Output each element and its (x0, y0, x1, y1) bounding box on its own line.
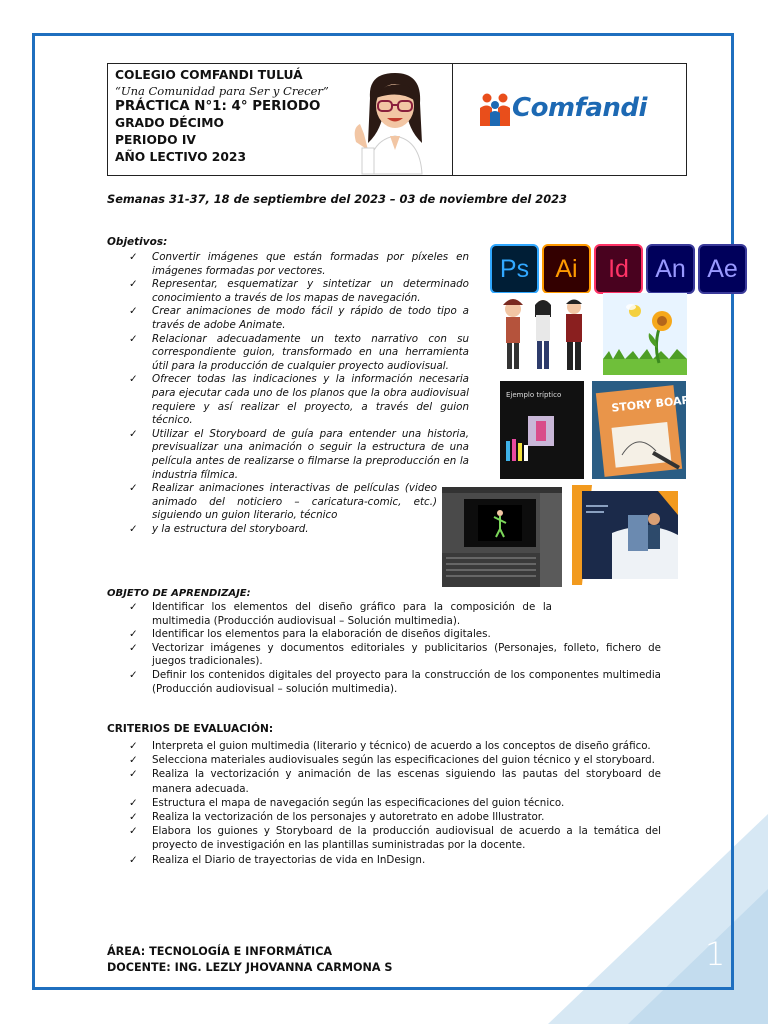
list-item: ✓ Definir los contenidos digitales del proyecto para la construcción de los componentes multimedia (Producción audiovisual – solución multimedia). (129, 668, 661, 695)
check-icon: ✓ (129, 251, 138, 263)
check-icon: ✓ (129, 522, 138, 535)
year-label: AÑO LECTIVO 2023 (115, 150, 247, 164)
list-item: ✓ Utilizar el Storyboard de guía para entender una historia, previsualizar una animación o seguir la estructura de una película antes de realizarse o filmarse la preproducción en la industria fílmica. (129, 427, 469, 481)
teacher-avatar-illustration (348, 68, 443, 174)
objectives-list (107, 251, 469, 536)
header-text (115, 67, 355, 166)
triptych-example-image (500, 381, 584, 479)
teacher-label: DOCENTE: ING. LEZLY JHOVANNA CARMONA S (107, 961, 393, 974)
list-item: ✓ Relacionar adecuadamente un texto narrativo con su correspondiente guion, transformado en una herramienta útil para la producción de cualquier proyecto audiovisual. (129, 332, 469, 372)
area-label: ÁREA: TECNOLOGÍA E INFORMÁTICA (107, 945, 333, 958)
list-item: ✓ Elabora los guiones y Storyboard de la producción audiovisual de acuerdo a la temática del proyecto de investigación en las plantillas suministradas por la docente. (129, 825, 661, 852)
list-item: ✓ Identificar los elementos del diseño gráfico para la composición de la multimedia (Producción audiovisual – Solución multimedia). (129, 601, 552, 627)
check-icon: ✓ (129, 853, 138, 866)
storyboard-title: STORY BOARD (610, 392, 700, 415)
school-slogan: “Una Comunidad para Ser y Crecer” (115, 84, 329, 98)
brochure-title: Ejemplo tríptico (506, 391, 562, 399)
check-icon: ✓ (129, 740, 138, 752)
list-item: ✓ Interpreta el guion multimedia (literario y técnico) de acuerdo a los conceptos de diseño gráfico. (129, 740, 651, 752)
objectives-title: Objetivos: (107, 236, 168, 248)
list-item: ✓ Realizar animaciones interactivas de películas (video animado del noticiero – caricatura-comic, etc.) siguiendo un guion literario, técnico (129, 482, 437, 522)
learning-object-title: OBJETO DE APRENDIZAJE: (107, 588, 251, 599)
after-effects-icon: Ae (698, 244, 747, 294)
comfandi-wordmark: Comfandi (512, 93, 647, 123)
header-divider (452, 64, 453, 175)
footer (107, 944, 392, 976)
criteria-list (107, 739, 661, 867)
list-item: ✓ Ofrecer todas las indicaciones y la información necesaria para ejecutar cada uno de los planos que la obra audiovisual requiere y así realizar el proyecto, a través del guion técnico. (129, 373, 469, 427)
list-item: ✓ Selecciona materiales audiovisuales según las especificaciones del guion técnico y el storyboard. (129, 754, 655, 767)
check-icon: ✓ (129, 825, 138, 838)
list-item: ✓ y la estructura del storyboard. (129, 522, 309, 535)
check-icon: ✓ (129, 601, 138, 613)
list-item: ✓ Realiza el Diario de trayectorias de vida en InDesign. (129, 853, 426, 866)
comfandi-logo (478, 90, 647, 126)
check-icon: ✓ (129, 628, 138, 641)
check-icon: ✓ (129, 768, 138, 781)
check-icon: ✓ (129, 754, 138, 767)
check-icon: ✓ (129, 427, 138, 440)
list-item: ✓ Convertir imágenes que están formadas por píxeles en imágenes formadas por vectores. (129, 251, 469, 277)
list-item: ✓ Estructura el mapa de navegación según las especificaciones del guion técnico. (129, 796, 565, 809)
indesign-icon: Id (594, 244, 643, 294)
check-icon: ✓ (129, 332, 138, 345)
animate-software-screenshot (442, 487, 562, 587)
grade-label: GRADO DÉCIMO (115, 116, 224, 130)
brochure-layout-image (572, 485, 684, 585)
list-item: ✓ Realiza la vectorización de los personajes y autoretrato en adobe Illustrator. (129, 811, 545, 824)
list-item: ✓ Vectorizar imágenes y documentos editoriales y publicitarios (Personajes, folleto, fichero de juegos tradicionales). (129, 641, 661, 668)
list-item: ✓ Realiza la vectorización y animación de las escenas siguiendo las pautas del storyboard de manera adecuada. (129, 768, 661, 795)
animate-icon: An (646, 244, 695, 294)
check-icon: ✓ (129, 305, 138, 318)
check-icon: ✓ (129, 668, 138, 681)
storyboard-book-image (592, 381, 700, 479)
illustrator-icon: Ai (542, 244, 591, 294)
check-icon: ✓ (129, 278, 138, 291)
check-icon: ✓ (129, 796, 138, 809)
learning-object-list (107, 601, 661, 696)
criteria-title: CRITERIOS DE EVALUACIÓN: (107, 723, 274, 735)
comfandi-people-icon (478, 90, 512, 126)
list-item: ✓ Crear animaciones de modo fácil y rápido de todo tipo a través de adobe Animate. (129, 305, 469, 331)
date-range: Semanas 31-37, 18 de septiembre del 2023 – 03 de noviembre del 2023 (107, 192, 567, 206)
list-item: ✓ Identificar los elementos para la elaboración de diseños digitales. (129, 628, 491, 641)
period-label: PERIODO IV (115, 133, 196, 147)
page-number: 1 (705, 935, 726, 973)
photoshop-icon: Ps (490, 244, 539, 294)
practice-title: PRÁCTICA N°1: 4° PERIODO (115, 99, 321, 114)
adobe-apps-row (490, 244, 747, 294)
header-box (107, 63, 687, 176)
school-name: COLEGIO COMFANDI TULUÁ (115, 68, 303, 82)
vector-characters-image (493, 293, 597, 375)
list-item: ✓ Representar, esquematizar y sintetizar un determinado conocimiento a través de los mapas de navegación. (129, 278, 469, 304)
check-icon: ✓ (129, 373, 138, 386)
check-icon: ✓ (129, 641, 138, 654)
animated-flower-image (603, 293, 687, 375)
check-icon: ✓ (129, 811, 138, 824)
check-icon: ✓ (129, 482, 138, 495)
